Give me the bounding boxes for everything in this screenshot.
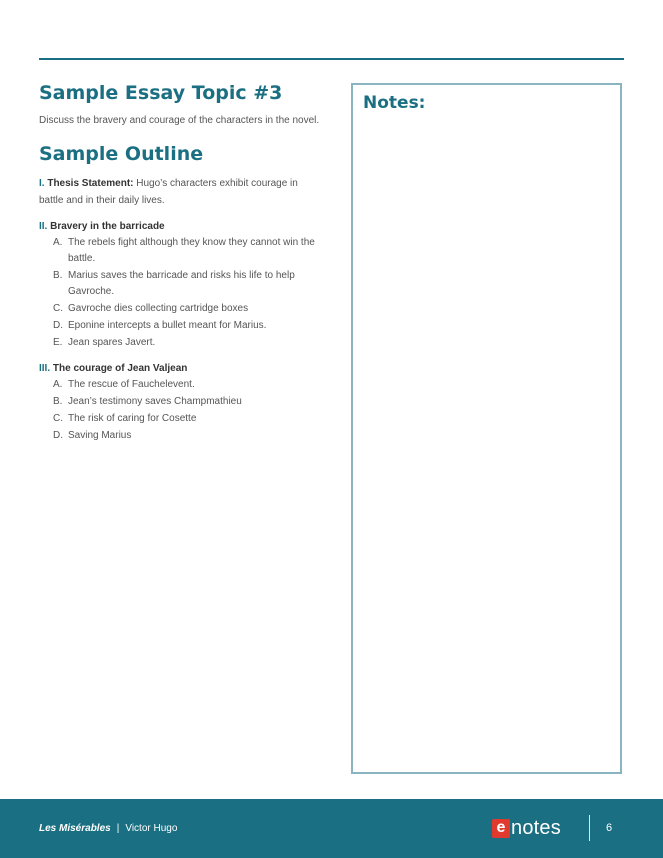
list-marker: C. xyxy=(53,303,63,314)
list-marker: B. xyxy=(53,396,63,407)
list-marker: A. xyxy=(53,379,63,390)
list-item xyxy=(39,411,324,427)
list-item-text: Saving Marius xyxy=(68,430,132,441)
essay-topic-heading: Sample Essay Topic #3 xyxy=(39,82,283,104)
outline-heading: Sample Outline xyxy=(39,143,204,165)
section-title-text: The courage of Jean Valjean xyxy=(52,363,188,374)
list-item xyxy=(39,335,324,351)
footer-divider xyxy=(589,815,590,841)
list-item-text: Jean’s testimony saves Champmathieu xyxy=(68,396,242,407)
page-number: 6 xyxy=(606,822,613,834)
thesis-text: Hugo’s characters exhibit courage in battle and in their daily lives. xyxy=(39,178,298,206)
outline-section-bravery xyxy=(39,219,324,351)
thesis-number: I. xyxy=(39,178,45,189)
enotes-logo-e-icon: e xyxy=(492,819,510,838)
footer-author: Victor Hugo xyxy=(125,823,178,834)
list-item-text: The risk of caring for Cosette xyxy=(68,413,197,424)
footer-separator: | xyxy=(116,823,120,834)
list-marker: C. xyxy=(53,413,63,424)
enotes-logo-text: notes xyxy=(511,816,561,839)
list-item xyxy=(39,268,324,300)
list-item xyxy=(39,318,324,334)
list-marker: B. xyxy=(53,270,63,281)
list-item-text: Gavroche dies collecting cartridge boxes xyxy=(68,303,249,314)
notes-box xyxy=(351,83,622,774)
essay-prompt: Discuss the bravery and courage of the characters in the novel. xyxy=(39,115,320,126)
list-item-text: The rebels fight although they know they cannot win the battle. xyxy=(68,237,315,264)
content-column xyxy=(39,80,324,445)
section-title xyxy=(39,219,324,235)
list-item-text: Eponine intercepts a bullet meant for Marius. xyxy=(68,320,267,331)
section-number: III. xyxy=(39,363,51,374)
enotes-logo xyxy=(492,816,561,840)
list-item-text: The rescue of Fauchelevent. xyxy=(68,379,195,390)
list-marker: D. xyxy=(53,430,63,441)
list-marker: D. xyxy=(53,320,63,331)
list-item xyxy=(39,394,324,410)
thesis-label: Thesis Statement: xyxy=(47,178,134,189)
top-rule xyxy=(39,58,624,60)
thesis-statement xyxy=(39,175,324,209)
list-item-text: Marius saves the barricade and risks his life to help Gavroche. xyxy=(68,270,295,297)
section-title-text: Bravery in the barricade xyxy=(50,221,165,232)
list-item xyxy=(39,301,324,317)
list-marker: E. xyxy=(53,337,63,348)
footer-book-title: Les Misérables xyxy=(39,823,111,834)
list-item-text: Jean spares Javert. xyxy=(68,337,156,348)
list-item xyxy=(39,235,324,267)
section-title xyxy=(39,361,324,377)
page-footer xyxy=(0,799,663,858)
list-item xyxy=(39,428,324,444)
list-marker: A. xyxy=(53,237,63,248)
outline-list xyxy=(39,377,324,444)
list-item xyxy=(39,377,324,393)
notes-title: Notes: xyxy=(363,93,426,113)
section-number: II. xyxy=(39,221,48,232)
footer-book-info xyxy=(39,823,177,834)
outline-section-valjean xyxy=(39,361,324,444)
outline-list xyxy=(39,235,324,351)
